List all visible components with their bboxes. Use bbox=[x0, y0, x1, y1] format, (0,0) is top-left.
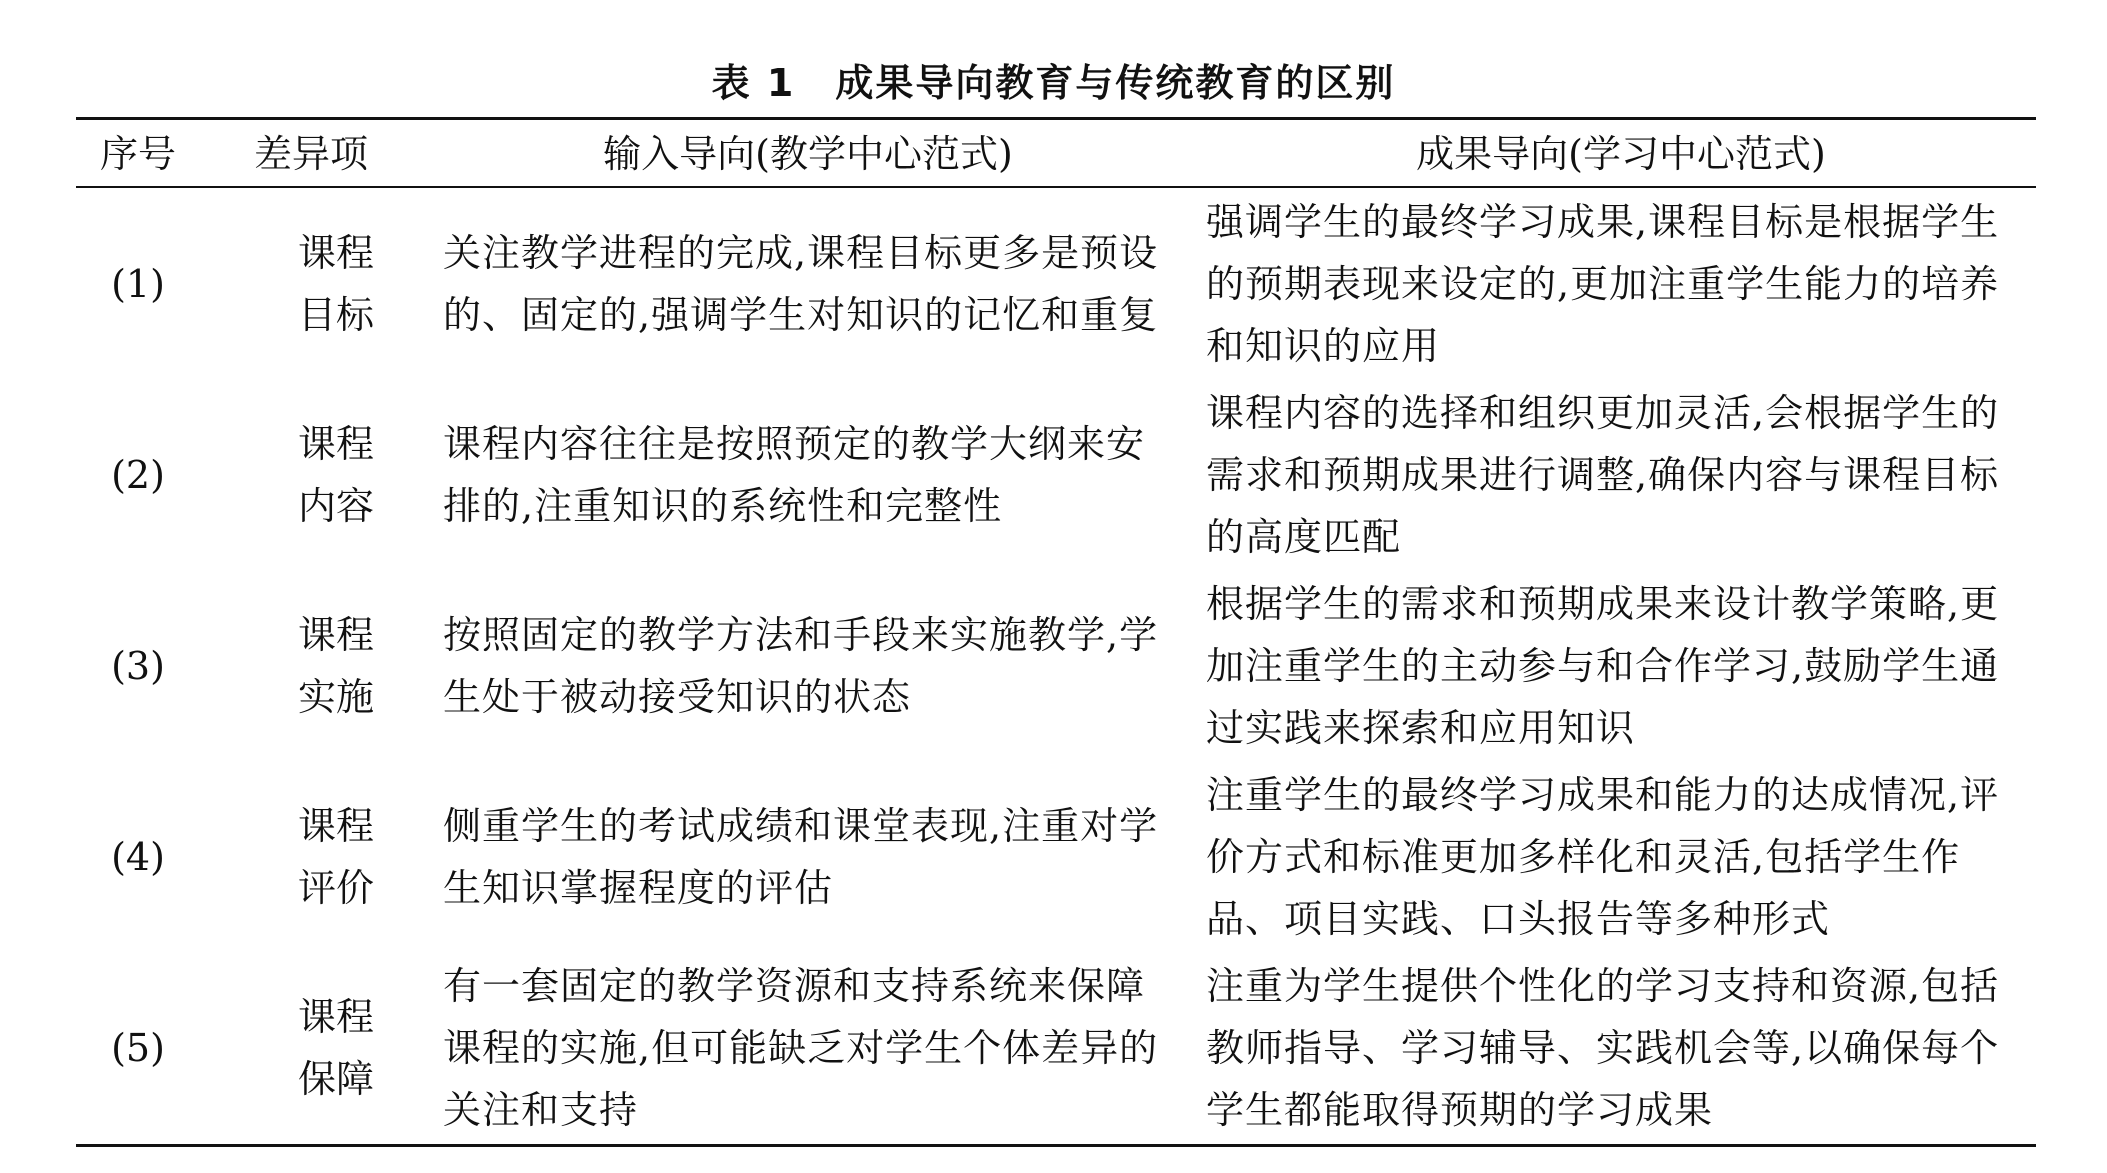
row-outcome-text: 课程内容的选择和组织更加灵活,会根据学生的需求和预期成果进行调整,确保内容与课程目标的高度匹配 bbox=[1206, 390, 2000, 559]
header-input-oriented: 输入导向(教学中心范式) bbox=[603, 132, 1013, 176]
row-outcome-text: 根据学生的需求和预期成果来设计教学策略,更加注重学生的主动参与和合作学习,鼓励学生通过实践来探索和应用知识 bbox=[1206, 581, 2000, 750]
row-input-text: 侧重学生的考试成绩和课堂表现,注重对学生知识掌握程度的评估 bbox=[443, 803, 1159, 910]
top-rule bbox=[76, 117, 2036, 120]
row-input-text: 课程内容往往是按照预定的教学大纲来安排的,注重知识的系统性和完整性 bbox=[443, 421, 1146, 528]
row-index: (1) bbox=[111, 261, 165, 306]
row-item: 课程 目标 bbox=[297, 230, 374, 337]
row-item: 课程 内容 bbox=[297, 421, 374, 528]
row-outcome-text: 注重学生的最终学习成果和能力的达成情况,评价方式和标准更加多样化和灵活,包括学生作品、项目实践、口头报告等多种形式 bbox=[1206, 772, 2000, 941]
row-item: 课程 实施 bbox=[297, 612, 374, 719]
row-outcome-text: 强调学生的最终学习成果,课程目标是根据学生的预期表现来设定的,更加注重学生能力的培养和知识的应用 bbox=[1206, 199, 2000, 368]
row-input-text: 按照固定的教学方法和手段来实施教学,学生处于被动接受知识的状态 bbox=[443, 612, 1159, 719]
table-row bbox=[76, 761, 2036, 952]
table-row bbox=[76, 952, 2036, 1143]
row-index: (3) bbox=[111, 643, 165, 688]
row-index: (2) bbox=[111, 452, 165, 497]
table-row bbox=[76, 379, 2036, 570]
header-outcome-oriented: 成果导向(学习中心范式) bbox=[1416, 132, 1826, 176]
row-item: 课程 评价 bbox=[297, 803, 374, 910]
row-index: (5) bbox=[111, 1025, 165, 1070]
table-row bbox=[76, 570, 2036, 761]
table-title: 成果导向教育与传统教育的区别 bbox=[835, 61, 1396, 105]
row-item: 课程 保障 bbox=[297, 994, 374, 1101]
row-index: (4) bbox=[111, 834, 165, 879]
bottom-rule bbox=[76, 1144, 2036, 1147]
table-row bbox=[76, 188, 2036, 379]
row-outcome-text: 注重为学生提供个性化的学习支持和资源,包括教师指导、学习辅导、实践机会等,以确保每个学生都能取得预期的学习成果 bbox=[1206, 963, 2000, 1132]
header-item: 差异项 bbox=[253, 132, 368, 176]
table-number: 表 1 bbox=[711, 61, 796, 105]
row-input-text: 有一套固定的教学资源和支持系统来保障课程的实施,但可能缺乏对学生个体差异的关注和支持 bbox=[443, 963, 1159, 1132]
header-index: 序号 bbox=[99, 132, 176, 176]
table-caption bbox=[0, 52, 2107, 107]
row-input-text: 关注教学进程的完成,课程目标更多是预设的、固定的,强调学生对知识的记忆和重复 bbox=[443, 230, 1159, 337]
